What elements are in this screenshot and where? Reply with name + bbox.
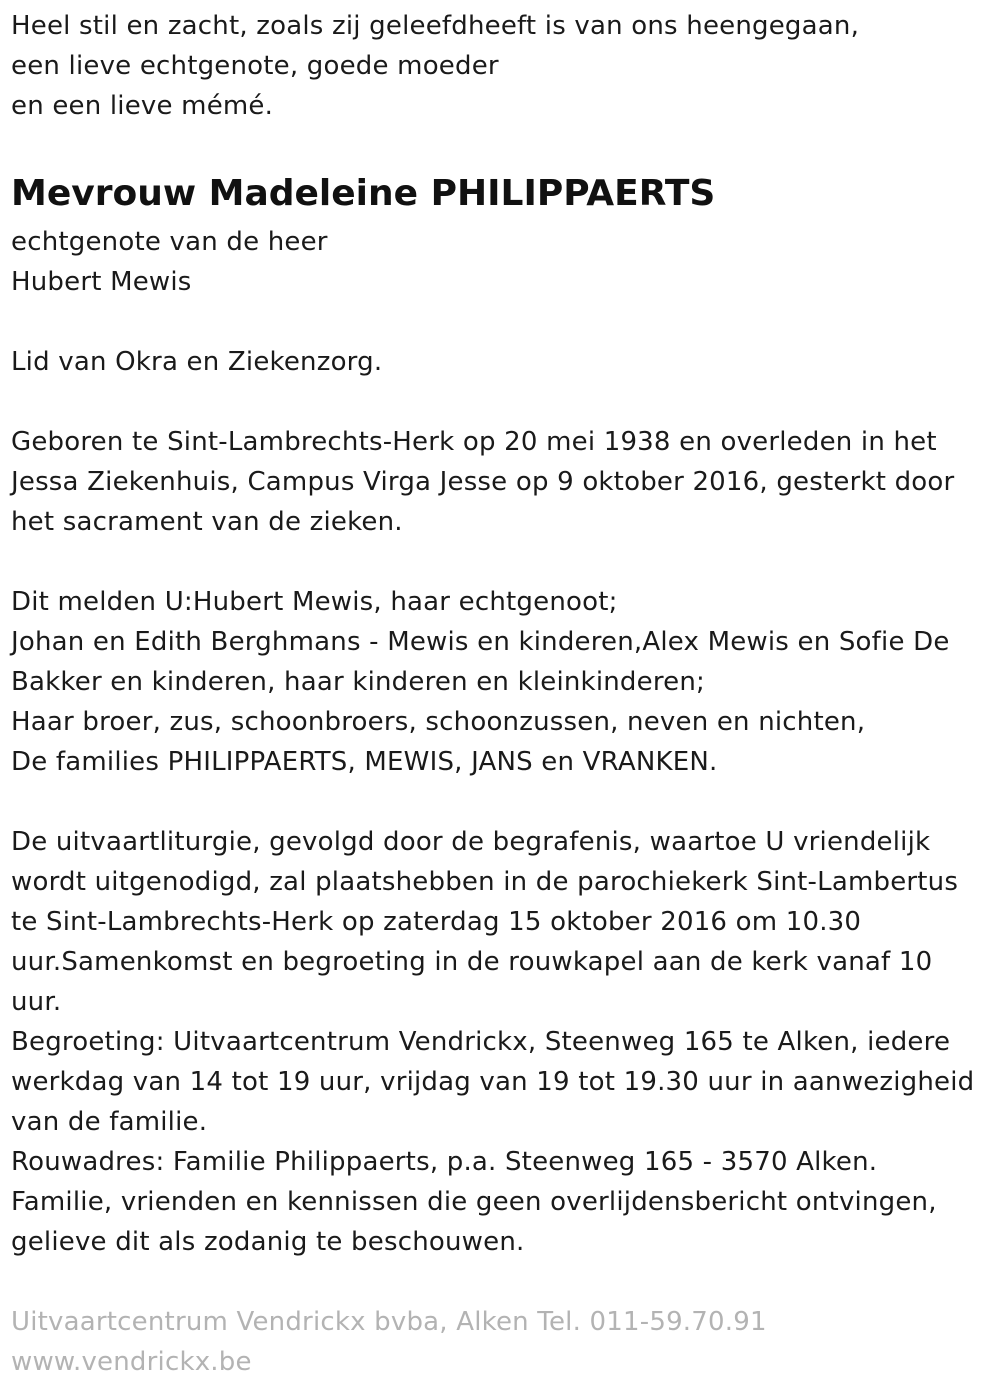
spouse-block xyxy=(11,222,991,302)
footer-company: Uitvaartcentrum Vendrickx bvba, Alken Tel. 011-59.70.91 xyxy=(11,1307,767,1337)
membership-text: Lid van Okra en Ziekenzorg. xyxy=(11,347,383,377)
funeral-line: uur.Samenkomst en begroeting in de rouwkapel aan de kerk vanaf 10 xyxy=(11,947,933,977)
funeral-line: Familie, vrienden en kennissen die geen overlijdensbericht ontvingen, xyxy=(11,1187,937,1217)
funeral-line: uur. xyxy=(11,987,62,1017)
deceased-name: Mevrouw Madeleine PHILIPPAERTS xyxy=(11,173,716,214)
funeral-line: De uitvaartliturgie, gevolgd door de begrafenis, waartoe U vriendelijk xyxy=(11,827,931,857)
birth-death-line: het sacrament van de zieken. xyxy=(11,507,403,537)
funeral-line: te Sint-Lambrechts-Herk op zaterdag 15 oktober 2016 om 10.30 xyxy=(11,907,862,937)
funeral-line: Rouwadres: Familie Philippaerts, p.a. Steenweg 165 - 3570 Alken. xyxy=(11,1147,878,1177)
funeral-line: werkdag van 14 tot 19 uur, vrijdag van 19 tot 19.30 uur in aanwezigheid xyxy=(11,1067,975,1097)
spouse-line: Hubert Mewis xyxy=(11,267,192,297)
family-block xyxy=(11,582,991,782)
intro-line: en een lieve mémé. xyxy=(11,91,274,121)
funeral-line: van de familie. xyxy=(11,1107,208,1137)
birth-death-block xyxy=(11,422,991,542)
birth-death-line: Geboren te Sint-Lambrechts-Herk op 20 mei 1938 en overleden in het xyxy=(11,427,937,457)
family-line: Bakker en kinderen, haar kinderen en kleinkinderen; xyxy=(11,667,705,697)
intro-line: Heel stil en zacht, zoals zij geleefdheeft is van ons heengegaan, xyxy=(11,11,860,41)
funeral-line: gelieve dit als zodanig te beschouwen. xyxy=(11,1227,525,1257)
intro-line: een lieve echtgenote, goede moeder xyxy=(11,51,499,81)
family-line: Johan en Edith Berghmans - Mewis en kinderen,Alex Mewis en Sofie De xyxy=(11,627,950,657)
footer xyxy=(11,1302,991,1382)
footer-website-link[interactable]: www.vendrickx.be xyxy=(11,1347,252,1377)
funeral-line: wordt uitgenodigd, zal plaatshebben in de parochiekerk Sint-Lambertus xyxy=(11,867,959,897)
family-line: De families PHILIPPAERTS, MEWIS, JANS en VRANKEN. xyxy=(11,747,718,777)
funeral-block xyxy=(11,822,991,1262)
obituary-document xyxy=(11,0,991,1382)
intro-block xyxy=(11,6,991,126)
spouse-line: echtgenote van de heer xyxy=(11,227,328,257)
family-line: Dit melden U:Hubert Mewis, haar echtgenoot; xyxy=(11,587,618,617)
family-line: Haar broer, zus, schoonbroers, schoonzussen, neven en nichten, xyxy=(11,707,866,737)
funeral-line: Begroeting: Uitvaartcentrum Vendrickx, Steenweg 165 te Alken, iedere xyxy=(11,1027,951,1057)
birth-death-line: Jessa Ziekenhuis, Campus Virga Jesse op 9 oktober 2016, gesterkt door xyxy=(11,467,955,497)
